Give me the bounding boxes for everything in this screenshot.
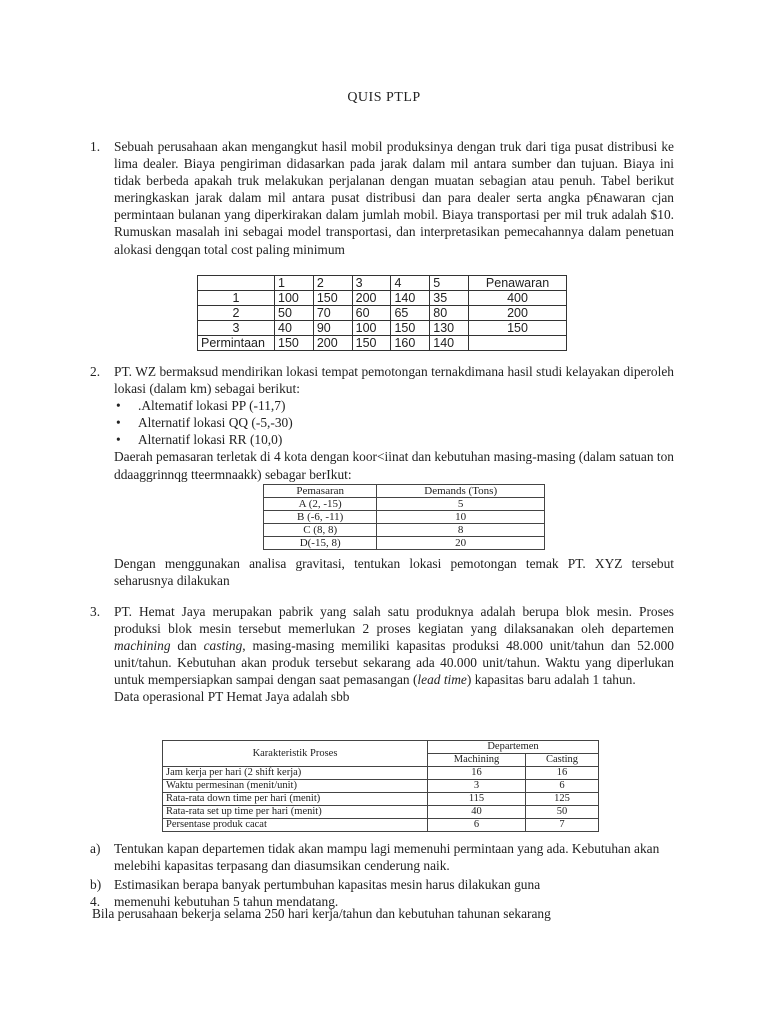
table-row: [163, 767, 599, 780]
table-cell: B (-6, -11): [264, 511, 377, 524]
table-cell: 200: [313, 336, 352, 351]
table-cell: 200: [352, 291, 391, 306]
table-cell: 1: [198, 291, 275, 306]
table-cell: Demands (Tons): [377, 485, 545, 498]
table-cell: Pemasaran: [264, 485, 377, 498]
table-cell: D(-15, 8): [264, 537, 377, 550]
table-cell: 6: [526, 780, 599, 793]
table-cell: 7: [526, 819, 599, 832]
table-row: [163, 819, 599, 832]
table-cell: 16: [526, 767, 599, 780]
distance-table: [197, 275, 567, 351]
table-cell: 100: [275, 291, 314, 306]
sub-marker: a): [90, 841, 101, 856]
table-cell: 5: [430, 276, 469, 291]
demand-table: [263, 484, 545, 550]
question-number: 2.: [90, 364, 101, 379]
table-cell: 16: [428, 767, 526, 780]
table-cell: 90: [313, 321, 352, 336]
sub-text: memenuhi kebutuhan 5 tahun mendatang.: [114, 894, 339, 909]
table-cell: 125: [526, 793, 599, 806]
question-text: Sebuah perusahaan akan mengangkut hasil mobil produksinya dengan truk dari tiga pusat distribusi ke lima dealer. Biaya pengiriman didasarkan pada jarak dalam mil antara sumber dan tujuan. Biaya ini tidak berbeda apakah truk melakukan perjalanan dengan muatan sebagian atau penuh. Tabel berikut meringkaskan jarak dalam mil antara pusat distribusi dan para dealer serta angka p€nawaran cjan permintaan bulanan yang diperkirakan dalam jumlah mobil. Biaya transportasi per mil truk adalah $10. Rumuskan masalah ini sebagai model transportasi, dan interpretasikan pemecahannya dalam penetuan alokasi dengqan total cost paling minimum: [114, 139, 674, 257]
table-cell: 130: [430, 321, 469, 336]
table-cell: 20: [377, 537, 545, 550]
page-title: QUIS PTLP: [347, 90, 421, 105]
text-run: PT. Hemat Jaya merupakan pabrik yang salah satu produknya adalah berupa blok mesin. Proses produksi blok mesin tersebut memerlukan 2 proses kegiatan yang dilaksanakan oleh departemen: [114, 604, 674, 637]
table-cell: 10: [377, 511, 545, 524]
table-cell: Persentase produk cacat: [163, 819, 428, 832]
table-cell: 40: [275, 321, 314, 336]
table-row: [264, 524, 545, 537]
table-cell: 200: [469, 306, 567, 321]
table-row: [264, 498, 545, 511]
table-cell: 140: [391, 291, 430, 306]
table-cell: 50: [526, 806, 599, 819]
table-row: [198, 321, 567, 336]
text-run: dan: [170, 638, 204, 654]
table-row: [264, 511, 545, 524]
table-row: [264, 537, 545, 550]
table-row: [198, 291, 567, 306]
emphasis: machining: [114, 638, 171, 654]
data-line: Data operasional PT Hemat Jaya adalah sbb: [114, 689, 350, 705]
table-cell: Departemen: [428, 741, 599, 754]
table-cell: 6: [428, 819, 526, 832]
table-cell: C (8, 8): [264, 524, 377, 537]
question-number: 1.: [90, 139, 101, 154]
table-cell: Penawaran: [469, 276, 567, 291]
list-item: • .Altematif lokasi PP (-11,7): [114, 397, 674, 414]
table-cell: 150: [469, 321, 567, 336]
question-text: PT. WZ bermaksud mendirikan lokasi tempat pemotongan ternakdimana hasil studi kelayakan diperoleh lokasi (dalam km) sebagai berikut:: [114, 364, 674, 397]
question-text: [114, 603, 674, 688]
table-cell: 8: [377, 524, 545, 537]
table-cell: 60: [352, 306, 391, 321]
table-row: [163, 793, 599, 806]
table-cell: [198, 276, 275, 291]
table-cell: 150: [391, 321, 430, 336]
question-2: [90, 363, 674, 483]
table-cell: 400: [469, 291, 567, 306]
table-cell: 3: [352, 276, 391, 291]
table-cell: 40: [428, 806, 526, 819]
sub-question-a: [90, 840, 674, 874]
emphasis: casting: [203, 638, 243, 654]
table-cell: 4: [391, 276, 430, 291]
question-2-outro: [114, 555, 674, 589]
question-text: Dengan menggunakan analisa gravitasi, tentukan lokasi pemotongan temak PT. XYZ tersebut seharusnya dilakukan: [114, 556, 674, 589]
table-cell: 160: [391, 336, 430, 351]
table-cell: 1: [275, 276, 314, 291]
table-cell: Rata-rata set up time per hari (menit): [163, 806, 428, 819]
table-header-row: [163, 741, 599, 754]
text-run: , masing-masing memiliki kapasitas produksi 48.000 unit/tahun dan 52.000 unit/tahun. Kebutuhan akan produk tersebut sekarang ada 40.000 unit/tahun. Waktu yang diperlukan untuk mempersiapkan sampai dengan saat pemasangan (: [114, 638, 674, 688]
table-cell: 150: [275, 336, 314, 351]
table-cell: 65: [391, 306, 430, 321]
table-cell: Jam kerja per hari (2 shift kerja): [163, 767, 428, 780]
table-cell: [469, 336, 567, 351]
table-row: [198, 336, 567, 351]
table-cell: 2: [313, 276, 352, 291]
table-cell: 3: [198, 321, 275, 336]
sub-text: Tentukan kapan departemen tidak akan mampu lagi memenuhi permintaan yang ada. Kebutuhan akan melebihi kapasitas terpasang dan diasumsikan cenderung naik.: [114, 841, 660, 874]
table-cell: Machining: [428, 754, 526, 767]
sub-question-b: [90, 876, 674, 893]
table-cell: A (2, -15): [264, 498, 377, 511]
table-cell: 115: [428, 793, 526, 806]
question-3: [90, 603, 674, 706]
emphasis: lead time: [417, 672, 467, 688]
table-cell: Casting: [526, 754, 599, 767]
table-cell: 2: [198, 306, 275, 321]
table-cell: 80: [430, 306, 469, 321]
table-cell: Waktu permesinan (menit/unit): [163, 780, 428, 793]
footer-text: Bila perusahaan bekerja selama 250 hari kerja/tahun dan kebutuhan tahunan sekarang: [92, 906, 551, 921]
table-cell: 50: [275, 306, 314, 321]
question-text: Daerah pemasaran terletak di 4 kota dengan koor<iinat dan kebutuhan masing-masing (dalam satuan ton ddaaggrinnqg tteermnaakk) sebagar berIkut:: [114, 449, 674, 482]
table-cell: 150: [313, 291, 352, 306]
table-row: [163, 806, 599, 819]
question-1: [90, 138, 674, 258]
table-header-row: [264, 485, 545, 498]
operational-table: [162, 740, 599, 832]
table-row: [198, 306, 567, 321]
list-item: • Alternatif lokasi QQ (-5,-30): [114, 414, 674, 431]
table-cell: 35: [430, 291, 469, 306]
table-header-row: [198, 276, 567, 291]
text-run: ) kapasitas baru adalah 1 tahun.: [466, 672, 636, 688]
table-cell: 70: [313, 306, 352, 321]
table-cell: 140: [430, 336, 469, 351]
sub-marker: b): [90, 877, 102, 892]
table-cell: Permintaan: [198, 336, 275, 351]
table-cell: 100: [352, 321, 391, 336]
table-cell: Karakteristik Proses: [163, 741, 428, 767]
table-cell: Rata-rata down time per hari (menit): [163, 793, 428, 806]
list-item: • Alternatif lokasi RR (10,0): [114, 431, 674, 448]
table-cell: 5: [377, 498, 545, 511]
table-row: [163, 780, 599, 793]
question-number: 3.: [90, 604, 101, 619]
table-cell: 150: [352, 336, 391, 351]
table-cell: 3: [428, 780, 526, 793]
sub-marker: 4.: [90, 894, 101, 909]
sub-text: Estimasikan berapa banyak pertumbuhan kapasitas mesin harus dilakukan guna: [114, 877, 541, 892]
